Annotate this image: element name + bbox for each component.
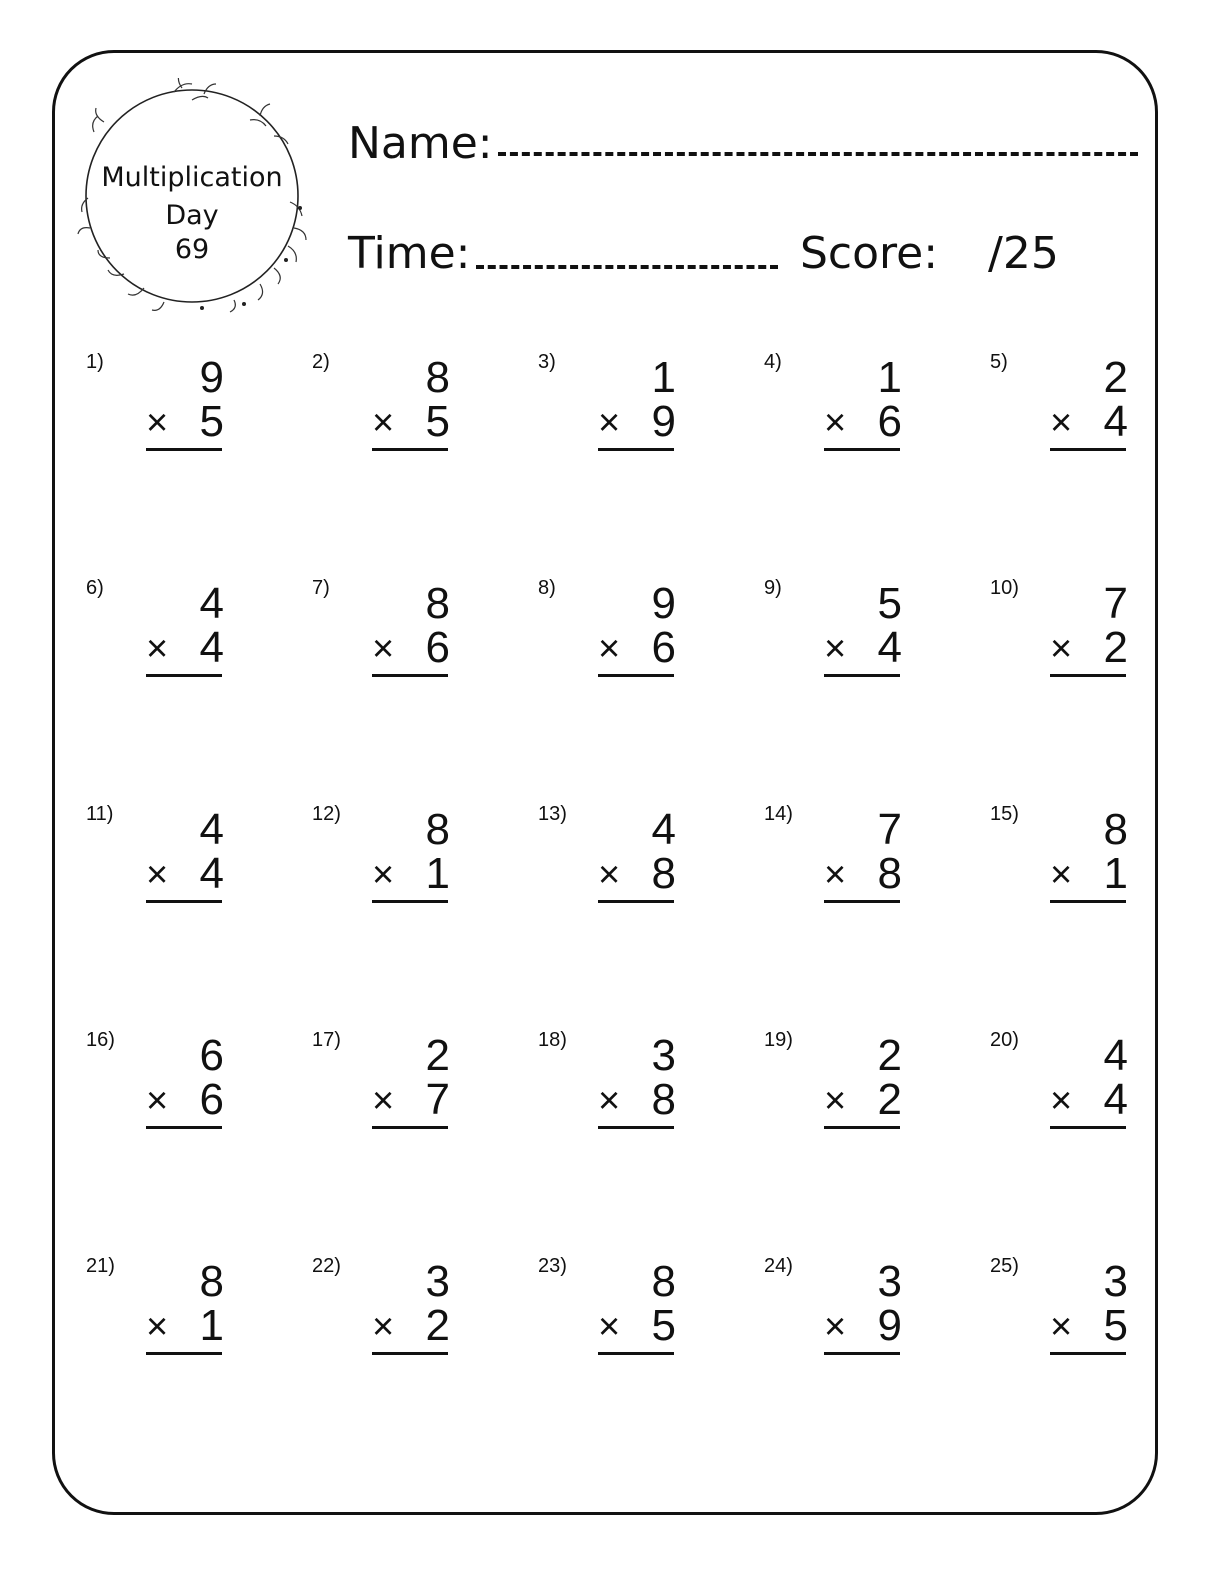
problem-16	[86, 1030, 306, 1150]
multiplier: 4	[199, 623, 224, 672]
answer-line[interactable]	[146, 900, 222, 903]
multiply-sign: ×	[824, 1080, 847, 1122]
multiplier: 6	[877, 397, 902, 446]
multiplicand: 4	[199, 805, 224, 854]
multiplicand: 8	[425, 353, 450, 402]
multiply-sign: ×	[372, 854, 395, 896]
multiplier: 1	[199, 1301, 224, 1350]
multiplier: 5	[199, 397, 224, 446]
multiply-sign: ×	[598, 1080, 621, 1122]
answer-line[interactable]	[824, 448, 900, 451]
multiplier: 8	[651, 1075, 676, 1124]
answer-line[interactable]	[1050, 448, 1126, 451]
multiplicand: 8	[651, 1257, 676, 1306]
problem-14	[764, 804, 984, 924]
multiply-sign: ×	[1050, 628, 1073, 670]
problem-2	[312, 352, 532, 472]
multiplier: 5	[651, 1301, 676, 1350]
answer-line[interactable]	[1050, 1352, 1126, 1355]
answer-line[interactable]	[1050, 1126, 1126, 1129]
multiply-sign: ×	[598, 628, 621, 670]
multiply-sign: ×	[372, 402, 395, 444]
multiplier: 4	[199, 849, 224, 898]
multiplicand: 4	[1103, 1031, 1128, 1080]
problem-number: 6)	[86, 577, 104, 599]
problem-number: 21)	[86, 1255, 115, 1277]
multiplicand: 3	[425, 1257, 450, 1306]
multiplicand: 8	[425, 579, 450, 628]
problem-19	[764, 1030, 984, 1150]
multiply-sign: ×	[824, 1306, 847, 1348]
problem-7	[312, 578, 532, 698]
multiplicand: 8	[425, 805, 450, 854]
name-label: Name:	[348, 118, 493, 169]
problem-9	[764, 578, 984, 698]
multiplier: 6	[425, 623, 450, 672]
multiply-sign: ×	[146, 1306, 169, 1348]
multiply-sign: ×	[1050, 854, 1073, 896]
multiplicand: 1	[877, 353, 902, 402]
multiply-sign: ×	[824, 402, 847, 444]
multiplicand: 5	[877, 579, 902, 628]
multiplier: 4	[1103, 1075, 1128, 1124]
answer-line[interactable]	[824, 1352, 900, 1355]
problem-number: 2)	[312, 351, 330, 373]
problem-number: 12)	[312, 803, 341, 825]
problem-3	[538, 352, 758, 472]
problem-number: 25)	[990, 1255, 1019, 1277]
answer-line[interactable]	[146, 674, 222, 677]
multiply-sign: ×	[824, 854, 847, 896]
multiplier: 8	[877, 849, 902, 898]
badge-day-number: 69	[174, 234, 210, 265]
multiply-sign: ×	[824, 628, 847, 670]
problem-number: 19)	[764, 1029, 793, 1051]
answer-line[interactable]	[146, 1126, 222, 1129]
answer-line[interactable]	[372, 674, 448, 677]
answer-line[interactable]	[146, 1352, 222, 1355]
multiply-sign: ×	[1050, 402, 1073, 444]
multiplicand: 6	[199, 1031, 224, 1080]
problem-25	[990, 1256, 1210, 1376]
multiply-sign: ×	[598, 1306, 621, 1348]
answer-line[interactable]	[1050, 900, 1126, 903]
answer-line[interactable]	[372, 1352, 448, 1355]
answer-line[interactable]	[598, 900, 674, 903]
problem-5	[990, 352, 1210, 472]
multiply-sign: ×	[372, 628, 395, 670]
multiplier: 1	[425, 849, 450, 898]
problem-13	[538, 804, 758, 924]
multiplicand: 7	[1103, 579, 1128, 628]
problem-number: 16)	[86, 1029, 115, 1051]
answer-line[interactable]	[1050, 674, 1126, 677]
multiplicand: 2	[1103, 353, 1128, 402]
answer-line[interactable]	[146, 448, 222, 451]
problem-10	[990, 578, 1210, 698]
multiplier: 6	[199, 1075, 224, 1124]
multiplier: 7	[425, 1075, 450, 1124]
multiply-sign: ×	[1050, 1080, 1073, 1122]
multiplier: 8	[651, 849, 676, 898]
multiplicand: 7	[877, 805, 902, 854]
problem-number: 9)	[764, 577, 782, 599]
multiply-sign: ×	[372, 1080, 395, 1122]
multiplier: 1	[1103, 849, 1128, 898]
problem-number: 4)	[764, 351, 782, 373]
multiplicand: 4	[651, 805, 676, 854]
multiplier: 5	[425, 397, 450, 446]
badge-title-line2: Day	[165, 200, 219, 231]
answer-line[interactable]	[372, 448, 448, 451]
multiply-sign: ×	[598, 854, 621, 896]
multiplicand: 3	[877, 1257, 902, 1306]
problem-number: 10)	[990, 577, 1019, 599]
problem-11	[86, 804, 306, 924]
problem-number: 3)	[538, 351, 556, 373]
problem-1	[86, 352, 306, 472]
score-label: Score:	[800, 228, 939, 279]
multiplier: 4	[877, 623, 902, 672]
time-label: Time:	[348, 228, 471, 279]
multiplicand: 4	[199, 579, 224, 628]
answer-line[interactable]	[598, 448, 674, 451]
multiplicand: 8	[1103, 805, 1128, 854]
multiplicand: 1	[651, 353, 676, 402]
problem-number: 11)	[86, 803, 114, 825]
problem-number: 22)	[312, 1255, 341, 1277]
multiplier: 9	[877, 1301, 902, 1350]
problem-15	[990, 804, 1210, 924]
badge-title-line1: Multiplication	[101, 162, 283, 193]
multiplicand: 3	[651, 1031, 676, 1080]
multiplicand: 8	[199, 1257, 224, 1306]
answer-line[interactable]	[598, 674, 674, 677]
problem-number: 24)	[764, 1255, 793, 1277]
answer-line[interactable]	[598, 1352, 674, 1355]
multiply-sign: ×	[598, 402, 621, 444]
problem-number: 23)	[538, 1255, 567, 1277]
problem-4	[764, 352, 984, 472]
answer-line[interactable]	[598, 1126, 674, 1129]
multiplicand: 9	[651, 579, 676, 628]
problem-18	[538, 1030, 758, 1150]
multiply-sign: ×	[146, 854, 169, 896]
problem-8	[538, 578, 758, 698]
problem-20	[990, 1030, 1210, 1150]
answer-line[interactable]	[372, 900, 448, 903]
problem-6	[86, 578, 306, 698]
problem-number: 1)	[86, 351, 104, 373]
multiplier: 5	[1103, 1301, 1128, 1350]
multiply-sign: ×	[372, 1306, 395, 1348]
multiply-sign: ×	[146, 628, 169, 670]
multiply-sign: ×	[1050, 1306, 1073, 1348]
problem-24	[764, 1256, 984, 1376]
problem-number: 17)	[312, 1029, 341, 1051]
problem-number: 20)	[990, 1029, 1019, 1051]
problem-12	[312, 804, 532, 924]
score-total: /25	[988, 228, 1059, 279]
answer-line[interactable]	[372, 1126, 448, 1129]
problem-number: 7)	[312, 577, 330, 599]
problem-number: 15)	[990, 803, 1019, 825]
problem-number: 5)	[990, 351, 1008, 373]
multiply-sign: ×	[146, 402, 169, 444]
multiplicand: 9	[199, 353, 224, 402]
problem-number: 14)	[764, 803, 793, 825]
problem-number: 13)	[538, 803, 567, 825]
multiply-sign: ×	[146, 1080, 169, 1122]
problem-22	[312, 1256, 532, 1376]
multiplier: 6	[651, 623, 676, 672]
answer-line[interactable]	[824, 1126, 900, 1129]
problem-23	[538, 1256, 758, 1376]
multiplier: 9	[651, 397, 676, 446]
answer-line[interactable]	[824, 674, 900, 677]
problem-number: 8)	[538, 577, 556, 599]
answer-line[interactable]	[824, 900, 900, 903]
multiplicand: 2	[425, 1031, 450, 1080]
multiplier: 2	[877, 1075, 902, 1124]
problem-number: 18)	[538, 1029, 567, 1051]
multiplier: 2	[425, 1301, 450, 1350]
multiplicand: 2	[877, 1031, 902, 1080]
problem-17	[312, 1030, 532, 1150]
multiplier: 4	[1103, 397, 1128, 446]
problem-21	[86, 1256, 306, 1376]
multiplicand: 3	[1103, 1257, 1128, 1306]
multiplier: 2	[1103, 623, 1128, 672]
